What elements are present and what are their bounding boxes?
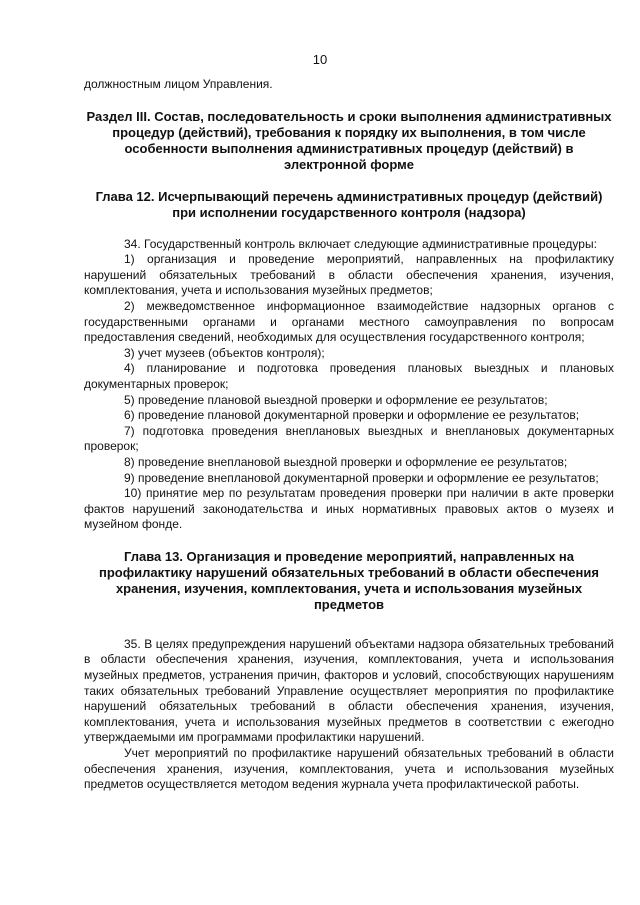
list-item: 8) проведение внеплановой выездной проверки и оформление ее результатов;: [124, 454, 568, 469]
list-item: 5) проведение плановой выездной проверки и оформление ее результатов;: [124, 392, 548, 407]
list-item: 3) учет музеев (объектов контроля);: [124, 345, 325, 360]
list-item: 2) межведомственное информационное взаимодействие надзорных органов с государственными органами и органами местного самоуправления по вопросам предоставления сведений, необходимых для осуществления государственного контроля;: [84, 298, 614, 345]
list-item: 4) планирование и подготовка проведения плановых выездных и плановых документарных проверок;: [84, 361, 614, 391]
page-content: [84, 77, 614, 793]
list-item: 9) проведение внеплановой документарной проверки и оформление ее результатов;: [124, 470, 599, 485]
list-item: 7) подготовка проведения внеплановых выездных и внеплановых документарных проверок;: [84, 423, 614, 454]
list-item: 1) организация и проведение мероприятий, направленных на профилактику нарушений обязательных требований в области обеспечения хранения, изучения, комплектования, учета и использования музейных предметов;: [84, 252, 614, 298]
list-item: 10) принятие мер по результатам проведения проверки при наличии в акте проверки фактов нарушений законодательства и иных нормативных правовых актов о музеях и музейном фонде.: [84, 486, 614, 532]
paragraph-34: 34. Государственный контроль включает следующие административные процедуры:: [124, 236, 597, 251]
list-item: 6) проведение плановой документарной проверки и оформление ее результатов;: [124, 408, 580, 423]
chapter-13-heading: Глава 13. Организация и проведение мероприятий, направленных на профилактику нарушений обязательных требований в области обеспечения хранения, изучения, комплектования, учета и использования музейных предметов: [99, 548, 599, 612]
chapter-12-heading: Глава 12. Исчерпывающий перечень административных процедур (действий) при исполнении государственного контроля (надзора): [95, 188, 603, 220]
page-number: 10: [312, 52, 328, 67]
paragraph-35: 35. В целях предупреждения нарушений объектами надзора обязательных требований в области обеспечения хранения, изучения, комплектования, учета и использования музейных предметов, устранения причин, факторов и условий, способствующих нарушениям таких обязательных требований Управление осуществляет мероприятия по профилактике нарушений обязательных требований в области обеспечения хранения, изучения, комплектования, учета и использования музейных предметов в соответствии с ежегодно утверждаемыми им программами профилактики нарушений.: [84, 636, 614, 745]
section-heading: Раздел III. Состав, последовательность и сроки выполнения административных процедур (действий), требования к порядку их выполнения, в том числе особенности выполнения административных процедур (действий) в электронной форме: [86, 108, 612, 172]
paragraph-accounting: Учет мероприятий по профилактике нарушений обязательных требований в области обеспечения хранения, изучения, комплектования, учета и использования музейных предметов осуществляется методом ведения журнала учета профилактической работы.: [84, 746, 614, 792]
intro-line: должностным лицом Управления.: [84, 77, 273, 91]
